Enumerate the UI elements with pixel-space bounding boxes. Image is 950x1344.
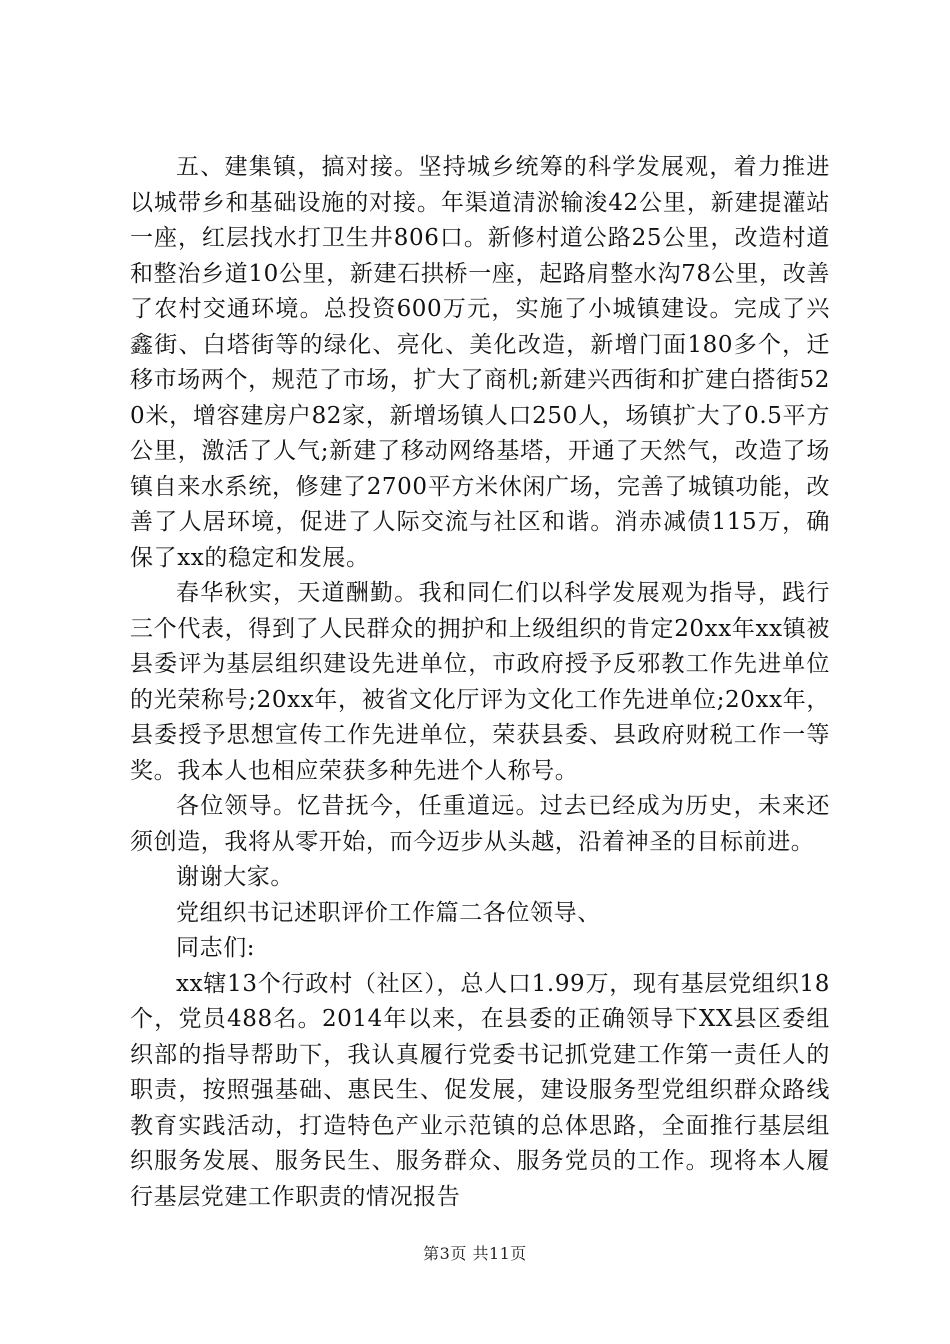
paragraph-closing-remarks: 各位领导。忆昔抚今，任重道远。过去已经成为历史，未来还须创造，我将从零开始，而今迈步从头越，沿着神圣的目标前进。 [130,793,830,855]
paragraph-greeting: 同志们: [176,935,256,961]
paragraph-town-construction: 五、建集镇，搞对接。坚持城乡统筹的科学发展观，着力推进以城带乡和基础设施的对接。年渠道清淤输浚42公里，新建提灌站一座，红层找水打卫生井806口。新修村道公路25公里，改造村道和整治乡道10公里，新建石拱桥一座，起路肩整水沟78公里，改善了农村交通环境。总投资600万元，实施了小城镇建设。完成了兴鑫街、白塔街等的绿化、亮化、美化改造，新增门面180多个，迁移市场两个，规范了市场，扩大了商机;新建兴西街和扩建白搭街520米，增容建房户82家，新增场镇人口250人，场镇扩大了0.5平方公里，激活了人气;新建了移动网络基塔，开通了天然气，改造了场镇自来水系统，修建了2700平方米休闲广场，完善了城镇功能，改善了人居环境，促进了人际交流与社区和谐。消赤减债115万，确保了xx的稳定和发展。 [130,154,830,571]
document-body [130,150,830,1215]
paragraph-thanks: 谢谢大家。 [176,864,294,890]
paragraph-party-report: xx辖13个行政村（社区），总人口1.99万，现有基层党组织18个，党员488名。2014年以来，在县委的正确领导下XX县区委组织部的指导帮助下，我认真履行党委书记抓党建工作第一责任人的职责，按照强基础、惠民生、促发展，建设服务型党组织群众路线教育实践活动，打造特色产业示范镇的总体思路，全面推行基层组织服务发展、服务民生、服务群众、服务党员的工作。现将本人履行基层党建工作职责的情况报告 [130,970,830,1210]
paragraph-achievements: 春华秋实，天道酬勤。我和同仁们以科学发展观为指导，践行三个代表，得到了人民群众的拥护和上级组织的肯定20xx年xx镇被县委评为基层组织建设先进单位，市政府授予反邪教工作先进单位的光荣称号;20xx年，被省文化厅评为文化工作先进单位;20xx年，县委授予思想宣传工作先进单位，荣获县委、县政府财税工作一等奖。我本人也相应荣获多种先进个人称号。 [130,580,830,784]
page-number-footer: 第3页 共11页 [423,1244,527,1263]
paragraph-section-title: 党组织书记述职评价工作篇二各位领导、 [176,899,601,926]
